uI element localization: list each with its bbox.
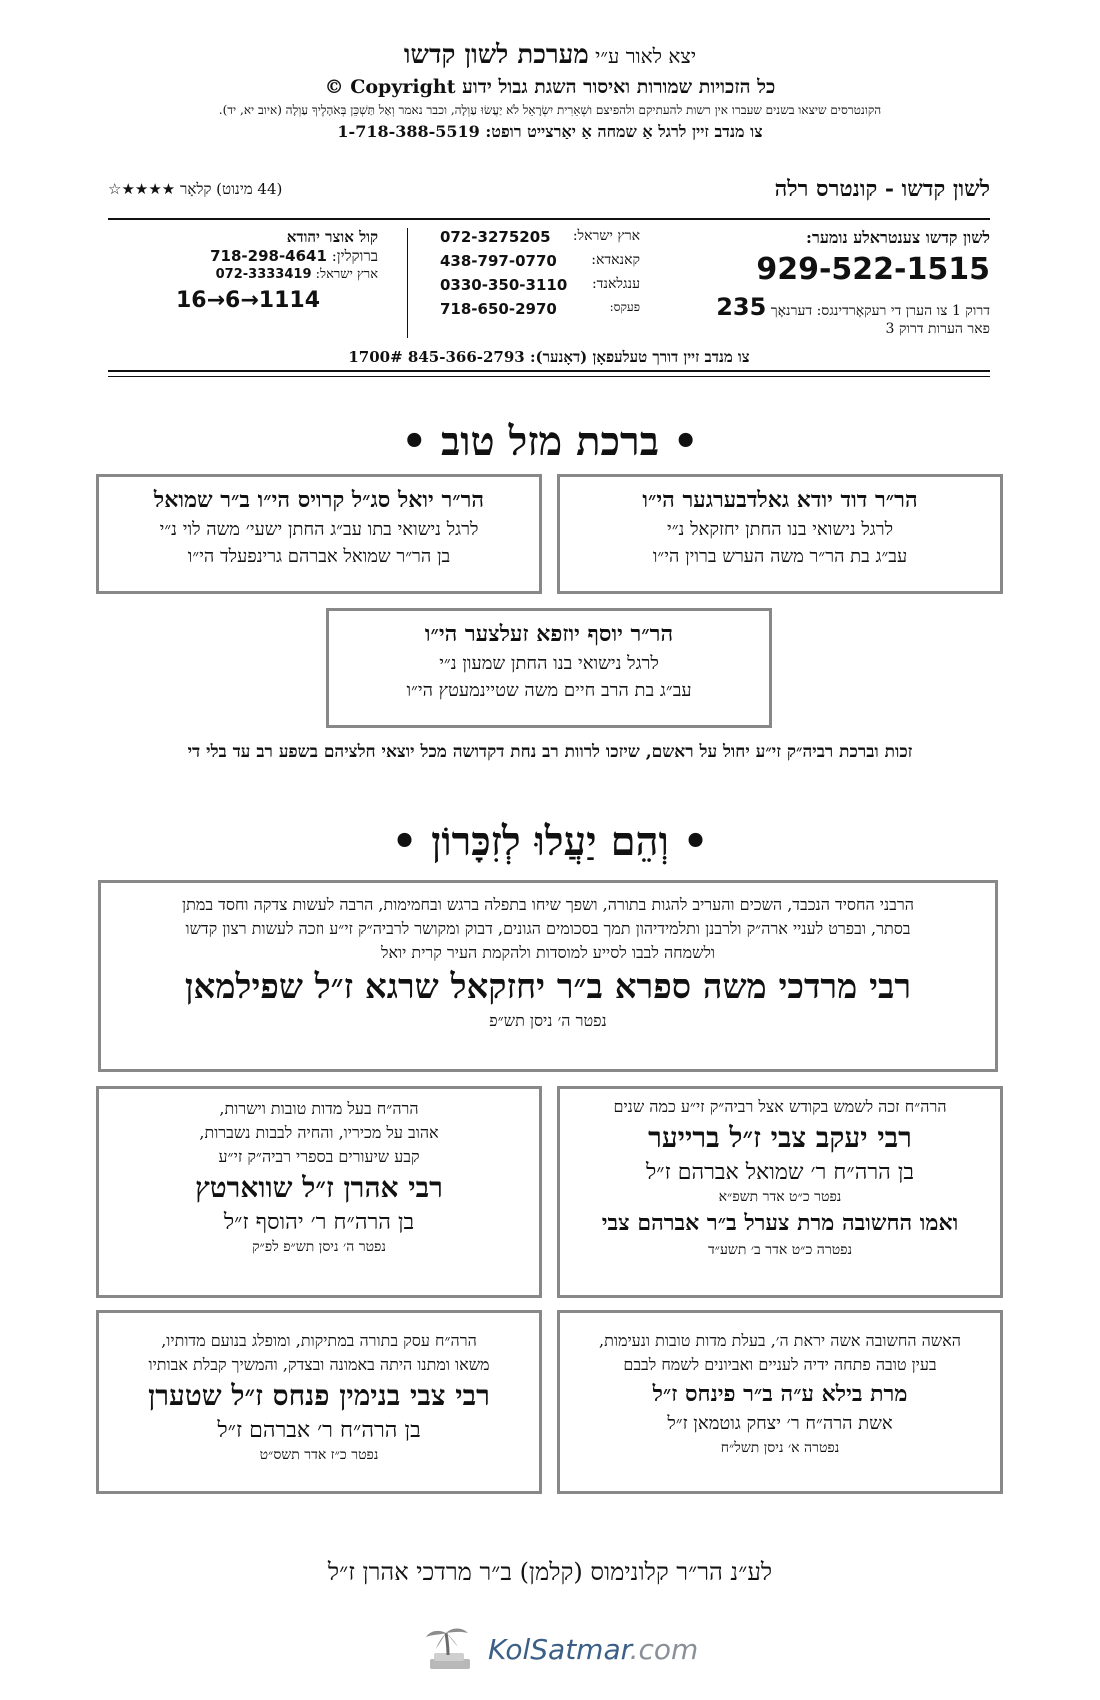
central-number-column: [660, 228, 990, 338]
deceased-name: רבי יעקב צבי ז״ל ברייער: [648, 1121, 912, 1154]
box-line: בן הרה״ח ר׳ יהוסף ז״ל: [223, 1210, 415, 1235]
palm-tree-icon: [420, 1625, 480, 1675]
box-line: נפטר ה׳ ניסן תש״פ: [489, 1011, 607, 1030]
box-line: עב״ג בת הר״ר משה הערש ברוין הי״ו: [652, 546, 908, 567]
notes-line: פאר הערות דרוק 3: [885, 321, 990, 337]
publisher-line: [0, 40, 1100, 70]
mazal-box-goldberger: [557, 474, 1003, 594]
memorial-box-stern: [96, 1310, 542, 1494]
box-line: בן הרה״ח ר׳ אברהם ז״ל: [217, 1418, 421, 1443]
box-line: נפטר כ״ז אדר תשס״ט: [259, 1447, 379, 1463]
mazal-box-kraus: [96, 474, 542, 594]
box-line: נפטר ה׳ ניסן תש״פ לפ״ק: [252, 1239, 386, 1255]
phone-number: 438-797-0770: [440, 252, 557, 270]
box-line: לרגל נישואי בנו החתן יחזקאל נ״י: [666, 519, 894, 540]
box-line: בן הר״ר שמואל אברהם גרינפעלד הי״ו: [187, 546, 451, 567]
press-instructions: [660, 293, 990, 321]
deceased-name: מרת בילא ע״ה ב״ר פינחס ז״ל: [652, 1381, 908, 1407]
box-line: לרגל נישואי בנו החתן שמעון נ״י: [439, 653, 659, 674]
box-line: בן הרה״ח ר׳ שמואל אברהם ז״ל: [645, 1160, 915, 1185]
kol-otzar-title: קול אוצר יהודא: [286, 228, 378, 246]
box-line: הרה״ח בעל מדות טובות וישרות,: [219, 1099, 419, 1118]
phone-donation-line: צו מנדב זיין דורך טעלעפאָן (דאָנער): 845-366-2793 1700#: [348, 348, 750, 366]
phone-label: ענגלאנד:: [591, 276, 640, 292]
deceased-name: רבי צבי בנימין פנחס ז״ל שטערן: [148, 1379, 490, 1412]
box-line: משאו ומתנו היתה באמונה ובצדק, והמשיך קבלת אבותיו: [148, 1355, 490, 1374]
phone-row-israel: [440, 228, 640, 246]
mazal-tov-heading: • ברכת מזל טוב •: [401, 418, 699, 465]
box-line: נפטרה א׳ ניסן תשל״ח: [720, 1440, 840, 1456]
box-line: קבע שיעורים בספרי רביה״ק זי״ע: [218, 1147, 420, 1166]
box-line: בסתר, ובפרט לעניי ארה״ק ולרבנן ותלמידיהון תמך בסכומים הגונים, דבוק ומקושר לרביה״ק זי״ע וזכה לעשות רצון קדשו: [185, 919, 911, 938]
brooklyn-label: ברוקלין:: [331, 247, 378, 265]
copying-warning: הקונטרסים שיצאו בשנים שעברו אין רשות להעתיקם ולהפיצם ושְׁאֵרִית יִשְׂרָאֵל לֹא יַעֲשׂוּ עַוְלָה, וכבר נאמר וְאַל תַּשְׁכֵּן בְּאֹהָלֶיךָ עַוְלָה (איוב יא, יד).: [218, 103, 882, 117]
memorial-heading: • וְהֵם יַעֲלוּ לְזִכָּרוֹן •: [391, 818, 709, 865]
central-number-label: לשון קדשו צענטראלע נומער:: [806, 228, 990, 247]
logo-wordmark: [488, 1633, 698, 1666]
booklet-title: לשון קדשו - קונטרס רלה: [774, 176, 990, 202]
box-line: אהוב על מכיריו, והחיה לבבות נשברות,: [199, 1123, 439, 1142]
publisher-title: מערכת לשון קדשו: [403, 40, 589, 70]
box-line: לרגל נישואי בתו עב״ג החתן ישעי׳ משה לוי נ״י: [159, 519, 479, 540]
box-line: ולשמחה לבבו לסייע למוסדות ולהקמת העיר קרית יואל: [380, 943, 716, 962]
masthead: [0, 40, 1100, 142]
publisher-prefix: יצא לאור ע״י: [595, 44, 697, 68]
phone-number: 072-3275205: [440, 228, 551, 246]
israel-number: 072-3333419: [215, 267, 312, 282]
memorial-box-schwartz: [96, 1086, 542, 1298]
box-line: בעין טובה פתחה ידיה לעניים ואביונים לשמח לבבם: [623, 1355, 937, 1374]
deceased-name: רבי אהרן ז״ל שווארטץ: [195, 1171, 443, 1204]
press-line: דרוק 1 צו הערן די רעקאָרדינגס: דערנאָך: [770, 303, 990, 319]
contact-box: [108, 218, 990, 344]
menu-code: 16→6→1114: [175, 288, 321, 313]
box-line: עב״ג בת הרב חיים משה שטיינמעטץ הי״ו: [406, 680, 692, 701]
phone-label: ארץ ישראל:: [572, 228, 640, 244]
copyright-line: כל הזכויות שמורות ואיסור השגת גבול ידוע Copyright ©: [324, 76, 776, 98]
mazal-box-zeltzer: [326, 608, 772, 728]
memorial-box-shpilman: [98, 880, 998, 1072]
box-line: הרה״ח עסק בתורה במתיקות, ומופלג בנועם מדותיו,: [161, 1331, 477, 1350]
phone-row-canada: [440, 252, 640, 270]
memorial-box-gutman: [557, 1310, 1003, 1494]
dedication-line: לע״נ הר״ר קלונימוס (קלמן) ב״ר מרדכי אהרן ז״ל: [327, 1558, 773, 1586]
double-rule-divider: [108, 370, 990, 377]
box-line: אשת הרה״ח ר׳ יצחק גוטמאן ז״ל: [667, 1413, 893, 1434]
box-line: הר״ר יוסף יוזפא זעלצער הי״ו: [424, 621, 674, 647]
phone-label: קאנאדא:: [591, 252, 640, 268]
box-line: האשה החשובה אשה יראת ה׳, בעלת מדות טובות ונעימות,: [599, 1331, 961, 1350]
length-rating: (44 מינוט) קלאָר ★★★★☆: [108, 180, 283, 198]
logo-domain: .com: [629, 1633, 699, 1666]
israel-row: [108, 266, 388, 282]
kolsatmar-logo: [420, 1625, 699, 1675]
israel-label: ארץ ישראל:: [315, 267, 378, 282]
kol-otzar-column: [108, 228, 388, 313]
central-phone-number: 929-522-1515: [756, 252, 990, 287]
press-number: 235: [716, 293, 767, 321]
phone-row-fax: [440, 300, 640, 318]
phone-row-england: [440, 276, 640, 294]
brooklyn-row: [108, 247, 388, 266]
international-numbers-column: [407, 228, 660, 338]
box-line: הרה״ח זכה לשמש בקודש אצל רביה״ק זי״ע כמה שנים: [613, 1097, 947, 1116]
deceased-name: רבי מרדכי משה ספרא ב״ר יחזקאל שרגא ז״ל שפילמאן: [184, 967, 912, 1007]
brooklyn-number: 718-298-4641: [210, 247, 327, 265]
blessing-line: זכות וברכת רביה״ק זי״ע יחול על ראשם, שיזכו לרוות רב נחת דקדושה מכל יוצאי חלציהם בשפע רב עד בלי די: [187, 742, 913, 762]
phone-number: 718-650-2970: [440, 300, 557, 318]
yahrzeit-sponsor-line: צו מנדב זיין לרגל אַ שמחה אַ יאַרצייט רופט: 1-718-388-5519: [337, 122, 763, 141]
box-line: הר״ר דוד יודא גאלדבערגער הי״ו: [642, 487, 918, 513]
box-line: הר״ר יואל סג״ל קרויס הי״ו ב״ר שמואל: [153, 487, 485, 513]
phone-label: פעקס:: [609, 300, 640, 314]
box-line: הרבני החסיד הנכבד, השכים והעריב להגות בתורה, ושפך שיחו בתפלה ברגש ובחמימות, הרבה לעשות צדקה וחסד במתן: [182, 895, 914, 914]
memorial-box-breuer: [557, 1086, 1003, 1298]
logo-main: KolSatmar: [488, 1633, 630, 1666]
booklet-info-row: [108, 176, 990, 208]
phone-number: 0330-350-3110: [440, 276, 568, 294]
box-line: נפטר כ״ט אדר תשפ״א: [718, 1189, 842, 1205]
box-line: נפטרה כ״ט אדר ב׳ תשע״ד: [707, 1242, 853, 1258]
box-line: ואמו החשובה מרת צערל ב״ר אברהם צבי: [601, 1210, 959, 1236]
